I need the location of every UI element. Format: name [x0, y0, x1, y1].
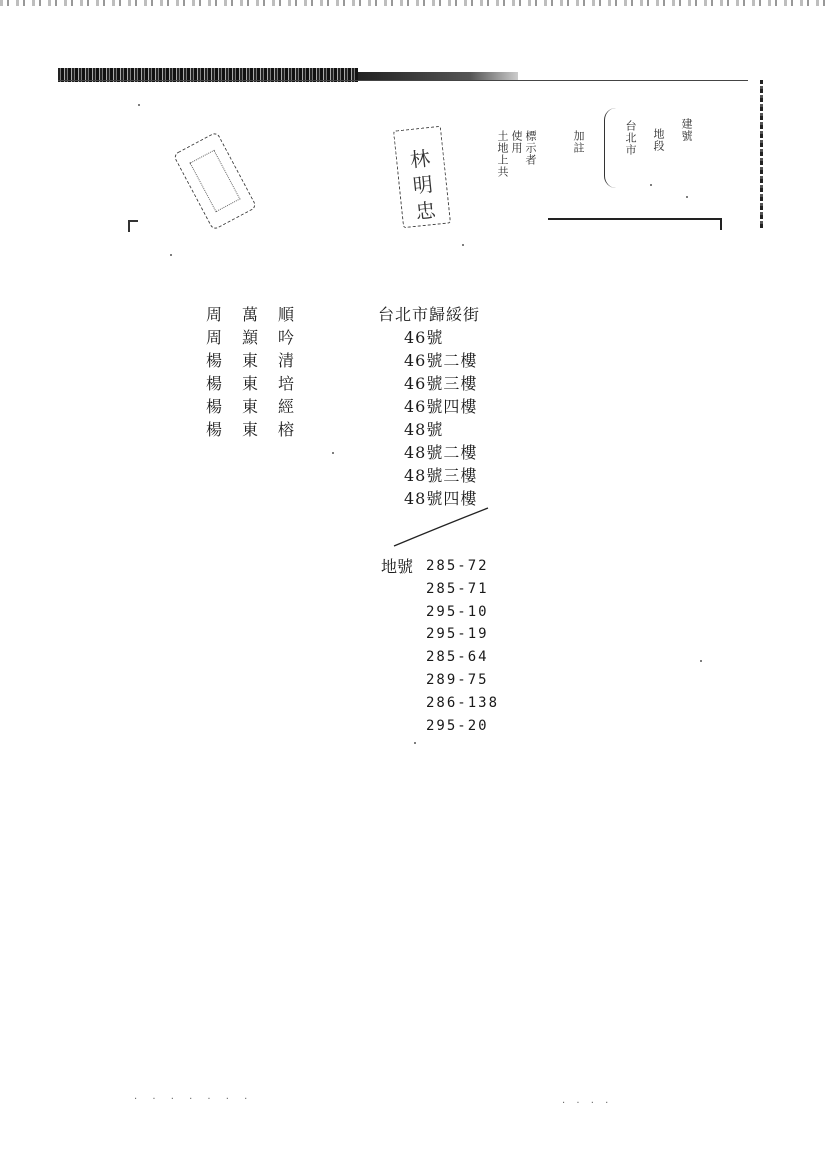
form-box-tick: [720, 218, 722, 230]
seal-char-1: 林: [408, 146, 432, 173]
scan-speck: [686, 196, 688, 198]
lot-number: 289-75: [426, 671, 489, 688]
address-row: 48號三樓: [404, 466, 478, 485]
scan-speck: [700, 660, 702, 662]
owner-name-char: 東: [241, 374, 258, 393]
owner-name-row: [196, 303, 304, 326]
address-row: 48號: [404, 420, 444, 439]
owner-name-char: 東: [241, 397, 258, 416]
address-street: 台北市歸綏街: [378, 305, 481, 324]
form-box-line: [548, 218, 722, 220]
owner-name-char: 吟: [277, 328, 294, 347]
vertical-note-5: 台北市: [624, 120, 637, 156]
owner-name-char: 萬: [241, 305, 258, 324]
seal-char-3: 忠: [414, 197, 437, 224]
scan-noise-top: [0, 0, 832, 6]
seal-stamp-right: [393, 126, 451, 228]
address-row: 48號二樓: [404, 443, 478, 462]
owner-name-row: [196, 395, 304, 418]
scan-speck: [170, 254, 172, 256]
scan-speck: [462, 244, 464, 246]
vertical-note-1: 土地上共: [496, 130, 509, 178]
scan-noise-bottom-left: · · · · · · ·: [134, 1094, 254, 1105]
brace-mark: [604, 108, 619, 188]
lot-number-label: 地號: [381, 557, 414, 576]
scan-speck: [414, 742, 416, 744]
corner-mark: [128, 220, 138, 232]
lot-number: 285-71: [426, 580, 489, 597]
lot-number: 285-64: [426, 649, 489, 666]
seal-stamp-left-inner: [189, 150, 240, 213]
owner-name-char: 周: [205, 328, 222, 347]
owner-name-char: 楊: [205, 374, 222, 393]
vertical-note-6: 地段: [652, 128, 665, 152]
owner-name-char: 經: [277, 397, 294, 416]
lot-number: 285-72: [426, 558, 489, 574]
owner-name-char: 榕: [277, 420, 294, 439]
owner-name-row: [196, 349, 304, 372]
header-rule-taper: [358, 72, 518, 80]
lot-number: 286-138: [426, 694, 500, 711]
address-row: 46號二樓: [404, 351, 478, 370]
header-rule: [58, 66, 748, 84]
lot-number: 295-19: [426, 626, 489, 643]
scan-speck: [332, 452, 334, 454]
address-row: 46號: [404, 328, 444, 347]
seal-char-2: 明: [411, 171, 435, 198]
lot-number-list: [426, 555, 499, 737]
scan-noise-bottom-right: · · · ·: [562, 1098, 613, 1109]
address-row: 46號三樓: [404, 374, 478, 393]
owner-name-list: [196, 303, 304, 441]
lot-number: 295-20: [426, 717, 489, 734]
owner-name-char: 培: [277, 374, 294, 393]
address-row: 46號四樓: [404, 397, 478, 416]
vertical-note-3: 標示者: [524, 130, 537, 166]
owner-name-char: 䫞: [241, 328, 258, 347]
scan-speck: [138, 104, 140, 106]
owner-name-row: [196, 418, 304, 441]
owner-name-row: [196, 372, 304, 395]
owner-name-row: [196, 326, 304, 349]
owner-name-char: 楊: [205, 351, 222, 370]
scan-edge-right: [760, 80, 763, 230]
vertical-note-7: 建號: [680, 118, 693, 142]
vertical-note-2: 使用: [510, 130, 523, 154]
vertical-note-4: 加註: [572, 130, 585, 154]
owner-name-char: 周: [205, 305, 222, 324]
owner-name-char: 楊: [205, 420, 222, 439]
pen-stroke: [392, 506, 492, 548]
owner-name-char: 順: [277, 305, 294, 324]
scan-speck: [650, 184, 652, 186]
owner-name-char: 清: [277, 351, 294, 370]
owner-name-char: 東: [241, 351, 258, 370]
owner-name-char: 東: [241, 420, 258, 439]
lot-number: 295-10: [426, 603, 489, 620]
address-list: [404, 326, 477, 510]
owner-name-char: 楊: [205, 397, 222, 416]
header-rule-thin: [58, 80, 748, 81]
seal-stamp-left: [173, 131, 258, 230]
address-row: 48號四樓: [404, 489, 478, 508]
